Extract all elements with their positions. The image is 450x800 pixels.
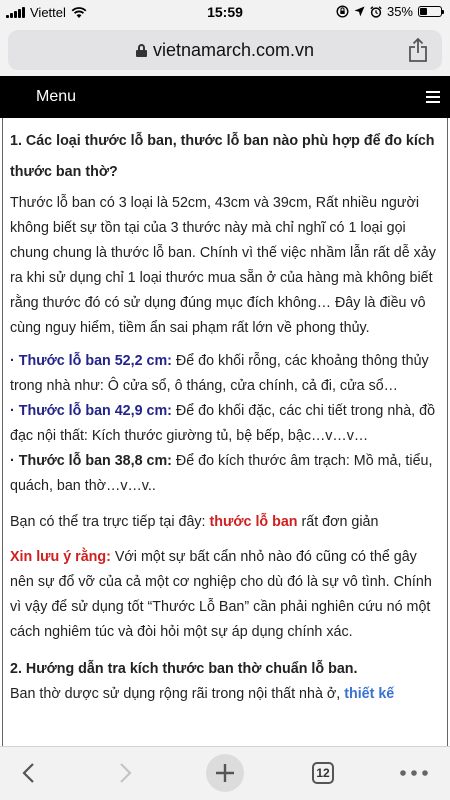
site-menu-bar xyxy=(0,76,450,118)
list-item xyxy=(10,399,441,449)
url-display[interactable] xyxy=(8,40,442,61)
note-text: Với một sự bất cẩn nhỏ nào đó cũng có thể gây nên sự đổ vỡ của cả một cơ nghiệp cho dù đó là sự vô tình. Chính vì vậy để sử dụng tốt “Thước Lỗ Ban” cần phải nghiên cứu nó một cách nghiêm túc và đòi hỏi một sự áp dụng chính xác. xyxy=(10,549,432,640)
list-item xyxy=(10,349,441,399)
article-viewport[interactable] xyxy=(0,118,450,746)
tabs-button[interactable] xyxy=(303,753,343,793)
chevron-right-icon xyxy=(119,762,133,784)
location-icon xyxy=(354,6,365,17)
article-content xyxy=(2,118,448,746)
new-tab-button[interactable] xyxy=(205,753,245,793)
section-heading-2: 2. Hướng dẫn tra kích thước ban thờ chuẩn lỗ ban. xyxy=(10,661,358,677)
note-paragraph xyxy=(10,545,441,645)
bullet-title: Thước lỗ ban 42,9 cm: xyxy=(18,403,172,419)
tab-count: 12 xyxy=(312,762,334,784)
heading-1-line-1: 1. Các loại thước lỗ ban, thước lỗ ban nào phù hợp để đo kích xyxy=(10,133,435,149)
plus-icon xyxy=(206,754,244,792)
address-bar[interactable] xyxy=(8,30,442,70)
status-right xyxy=(336,4,442,19)
design-link[interactable]: thiết kế xyxy=(344,686,395,702)
more-dots-icon xyxy=(399,769,429,777)
intro-paragraph: Thước lỗ ban có 3 loại là 52cm, 43cm và 39cm, Rất nhiều người không biết sự tồn tại của 3 thước này mà chỉ nghĩ có 1 loại gọi chung chung là thước lỗ ban. Chính vì thế việc nhầm lẫn rất dễ xảy ra khi sử dụng chỉ 1 loại thước mua sẵn ở của hàng mà không biết rằng thước đó có sử dụng đúng mục đích không… Đây là điều vô cùng nguy hiểm, tiềm ẩn sai phạm rất lớn về phong thủy. xyxy=(10,195,436,336)
chevron-left-icon xyxy=(21,762,35,784)
paragraph-2-text: Ban thờ dược sử dụng rộng rãi trong nội thất nhà ở, xyxy=(10,686,345,702)
paragraph-2 xyxy=(10,682,441,707)
bullet-title: Thước lỗ ban 38,8 cm: xyxy=(18,453,172,469)
section-heading-1 xyxy=(10,126,441,188)
url-text: vietnamarch.com.vn xyxy=(152,40,315,60)
lookup-link[interactable]: thước lỗ ban xyxy=(209,514,298,530)
bullet-dot: · xyxy=(10,403,15,419)
hamburger-icon[interactable] xyxy=(426,91,440,103)
forward-button[interactable] xyxy=(106,753,146,793)
bullet-dot: · xyxy=(10,353,15,369)
lookup-suffix: rất đơn giản xyxy=(297,514,379,530)
orientation-lock-icon xyxy=(336,5,349,18)
bullet-text: Để đo kích thước âm trạch: Mồ mả, tiểu, quách, ban thờ…v…v.. xyxy=(10,453,433,494)
alarm-icon xyxy=(370,6,382,18)
browser-toolbar xyxy=(0,746,450,800)
status-bar xyxy=(0,0,450,26)
bullet-text: Để đo khối rỗng, các khoảng thông thủy trong nhà như: Ô cửa sổ, ô tháng, cửa chính, cả đi, cửa sổ… xyxy=(10,353,429,394)
battery-percent: 35% xyxy=(386,4,413,19)
lookup-prefix: Bạn có thể tra trực tiếp tại đây: xyxy=(10,514,210,530)
more-menu-button[interactable] xyxy=(394,753,434,793)
note-label: Xin lưu ý rằng: xyxy=(10,549,111,565)
bullet-dot: · xyxy=(10,453,15,469)
lookup-paragraph xyxy=(10,510,441,535)
ruler-type-list xyxy=(10,349,441,499)
lock-icon xyxy=(136,44,147,57)
list-item xyxy=(10,449,441,499)
battery-icon xyxy=(418,6,442,17)
back-button[interactable] xyxy=(8,753,48,793)
battery-fill xyxy=(420,8,427,15)
browser-top-bar xyxy=(0,26,450,76)
bullet-text: Để đo khối đặc, các chi tiết trong nhà, đồ đạc nội thất: Kích thước giường tủ, bệ bếp, bậc…v…v… xyxy=(10,403,436,444)
bullet-title: Thước lỗ ban 52,2 cm: xyxy=(18,353,172,369)
share-icon[interactable] xyxy=(408,38,428,62)
heading-1-line-2: thước ban thờ? xyxy=(10,164,118,180)
carrier-name: Viettel xyxy=(30,5,66,20)
status-time: 15:59 xyxy=(207,4,243,20)
menu-label[interactable]: Menu xyxy=(36,88,77,105)
